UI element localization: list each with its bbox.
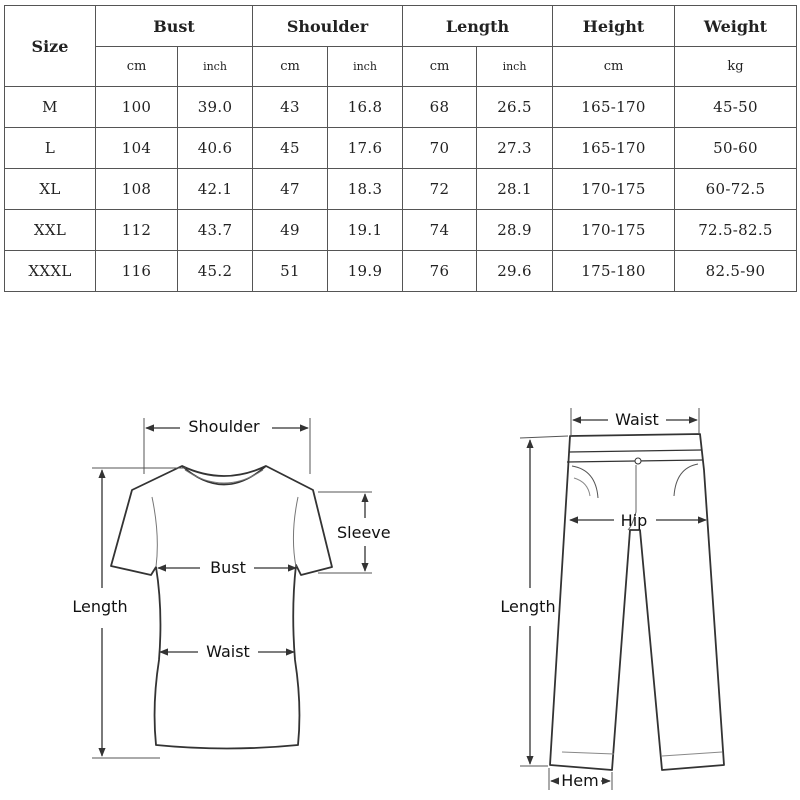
header-size: Size xyxy=(5,6,96,87)
table-cell: 50-60 xyxy=(675,128,797,169)
pants-length-guide-top xyxy=(520,436,568,438)
unit-cell: cm xyxy=(553,47,675,87)
table-cell: 45 xyxy=(253,128,328,169)
table-cell: 47 xyxy=(253,169,328,210)
table-cell: 72.5-82.5 xyxy=(675,210,797,251)
table-cell: 116 xyxy=(96,251,178,292)
table-cell: 70 xyxy=(403,128,477,169)
table-cell: 28.1 xyxy=(477,169,553,210)
table-cell: 74 xyxy=(403,210,477,251)
size-cell: XXL xyxy=(5,210,96,251)
shirt-length-label: Length xyxy=(72,597,128,616)
table-cell: 60-72.5 xyxy=(675,169,797,210)
table-cell: 175-180 xyxy=(553,251,675,292)
header-bust: Bust xyxy=(96,6,253,47)
hem-label: Hem xyxy=(561,771,599,790)
table-cell: 108 xyxy=(96,169,178,210)
header-length: Length xyxy=(403,6,553,47)
table-cell: 165-170 xyxy=(553,128,675,169)
size-cell: M xyxy=(5,87,96,128)
table-cell: 76 xyxy=(403,251,477,292)
unit-cell: inch xyxy=(328,47,403,87)
hip-label: Hip xyxy=(620,511,648,530)
table-cell: 39.0 xyxy=(178,87,253,128)
table-cell: 72 xyxy=(403,169,477,210)
unit-cell: kg xyxy=(675,47,797,87)
shirt-waist-label: Waist xyxy=(206,642,250,661)
pants-outline xyxy=(550,434,724,770)
table-cell: 43.7 xyxy=(178,210,253,251)
unit-cell: inch xyxy=(477,47,553,87)
table-cell: 45-50 xyxy=(675,87,797,128)
unit-cell: inch xyxy=(178,47,253,87)
table-cell: 165-170 xyxy=(553,87,675,128)
size-cell: L xyxy=(5,128,96,169)
pants-waist-label: Waist xyxy=(615,410,659,429)
table-cell: 17.6 xyxy=(328,128,403,169)
table-cell: 27.3 xyxy=(477,128,553,169)
unit-cell: cm xyxy=(253,47,328,87)
tshirt-outline xyxy=(111,466,332,749)
size-cell: XXXL xyxy=(5,251,96,292)
table-cell: 82.5-90 xyxy=(675,251,797,292)
table-cell: 104 xyxy=(96,128,178,169)
header-shoulder: Shoulder xyxy=(253,6,403,47)
pants-button-icon xyxy=(635,458,641,464)
sleeve-label: Sleeve xyxy=(337,523,391,542)
header-weight: Weight xyxy=(675,6,797,47)
table-cell: 28.9 xyxy=(477,210,553,251)
unit-cell: cm xyxy=(403,47,477,87)
table-cell: 68 xyxy=(403,87,477,128)
table-cell: 40.6 xyxy=(178,128,253,169)
table-cell: 51 xyxy=(253,251,328,292)
table-cell: 170-175 xyxy=(553,210,675,251)
table-cell: 42.1 xyxy=(178,169,253,210)
table-cell: 49 xyxy=(253,210,328,251)
pants-diagram xyxy=(500,408,724,790)
tshirt-diagram xyxy=(72,417,390,758)
table-cell: 29.6 xyxy=(477,251,553,292)
shoulder-label: Shoulder xyxy=(188,417,260,436)
table-cell: 100 xyxy=(96,87,178,128)
table-cell: 26.5 xyxy=(477,87,553,128)
table-cell: 45.2 xyxy=(178,251,253,292)
size-cell: XL xyxy=(5,169,96,210)
table-cell: 112 xyxy=(96,210,178,251)
table-cell: 19.1 xyxy=(328,210,403,251)
table-cell: 18.3 xyxy=(328,169,403,210)
table-cell: 19.9 xyxy=(328,251,403,292)
unit-cell: cm xyxy=(96,47,178,87)
bust-label: Bust xyxy=(210,558,246,577)
table-cell: 170-175 xyxy=(553,169,675,210)
table-cell: 43 xyxy=(253,87,328,128)
table-cell: 16.8 xyxy=(328,87,403,128)
pants-length-label: Length xyxy=(500,597,556,616)
header-height: Height xyxy=(553,6,675,47)
